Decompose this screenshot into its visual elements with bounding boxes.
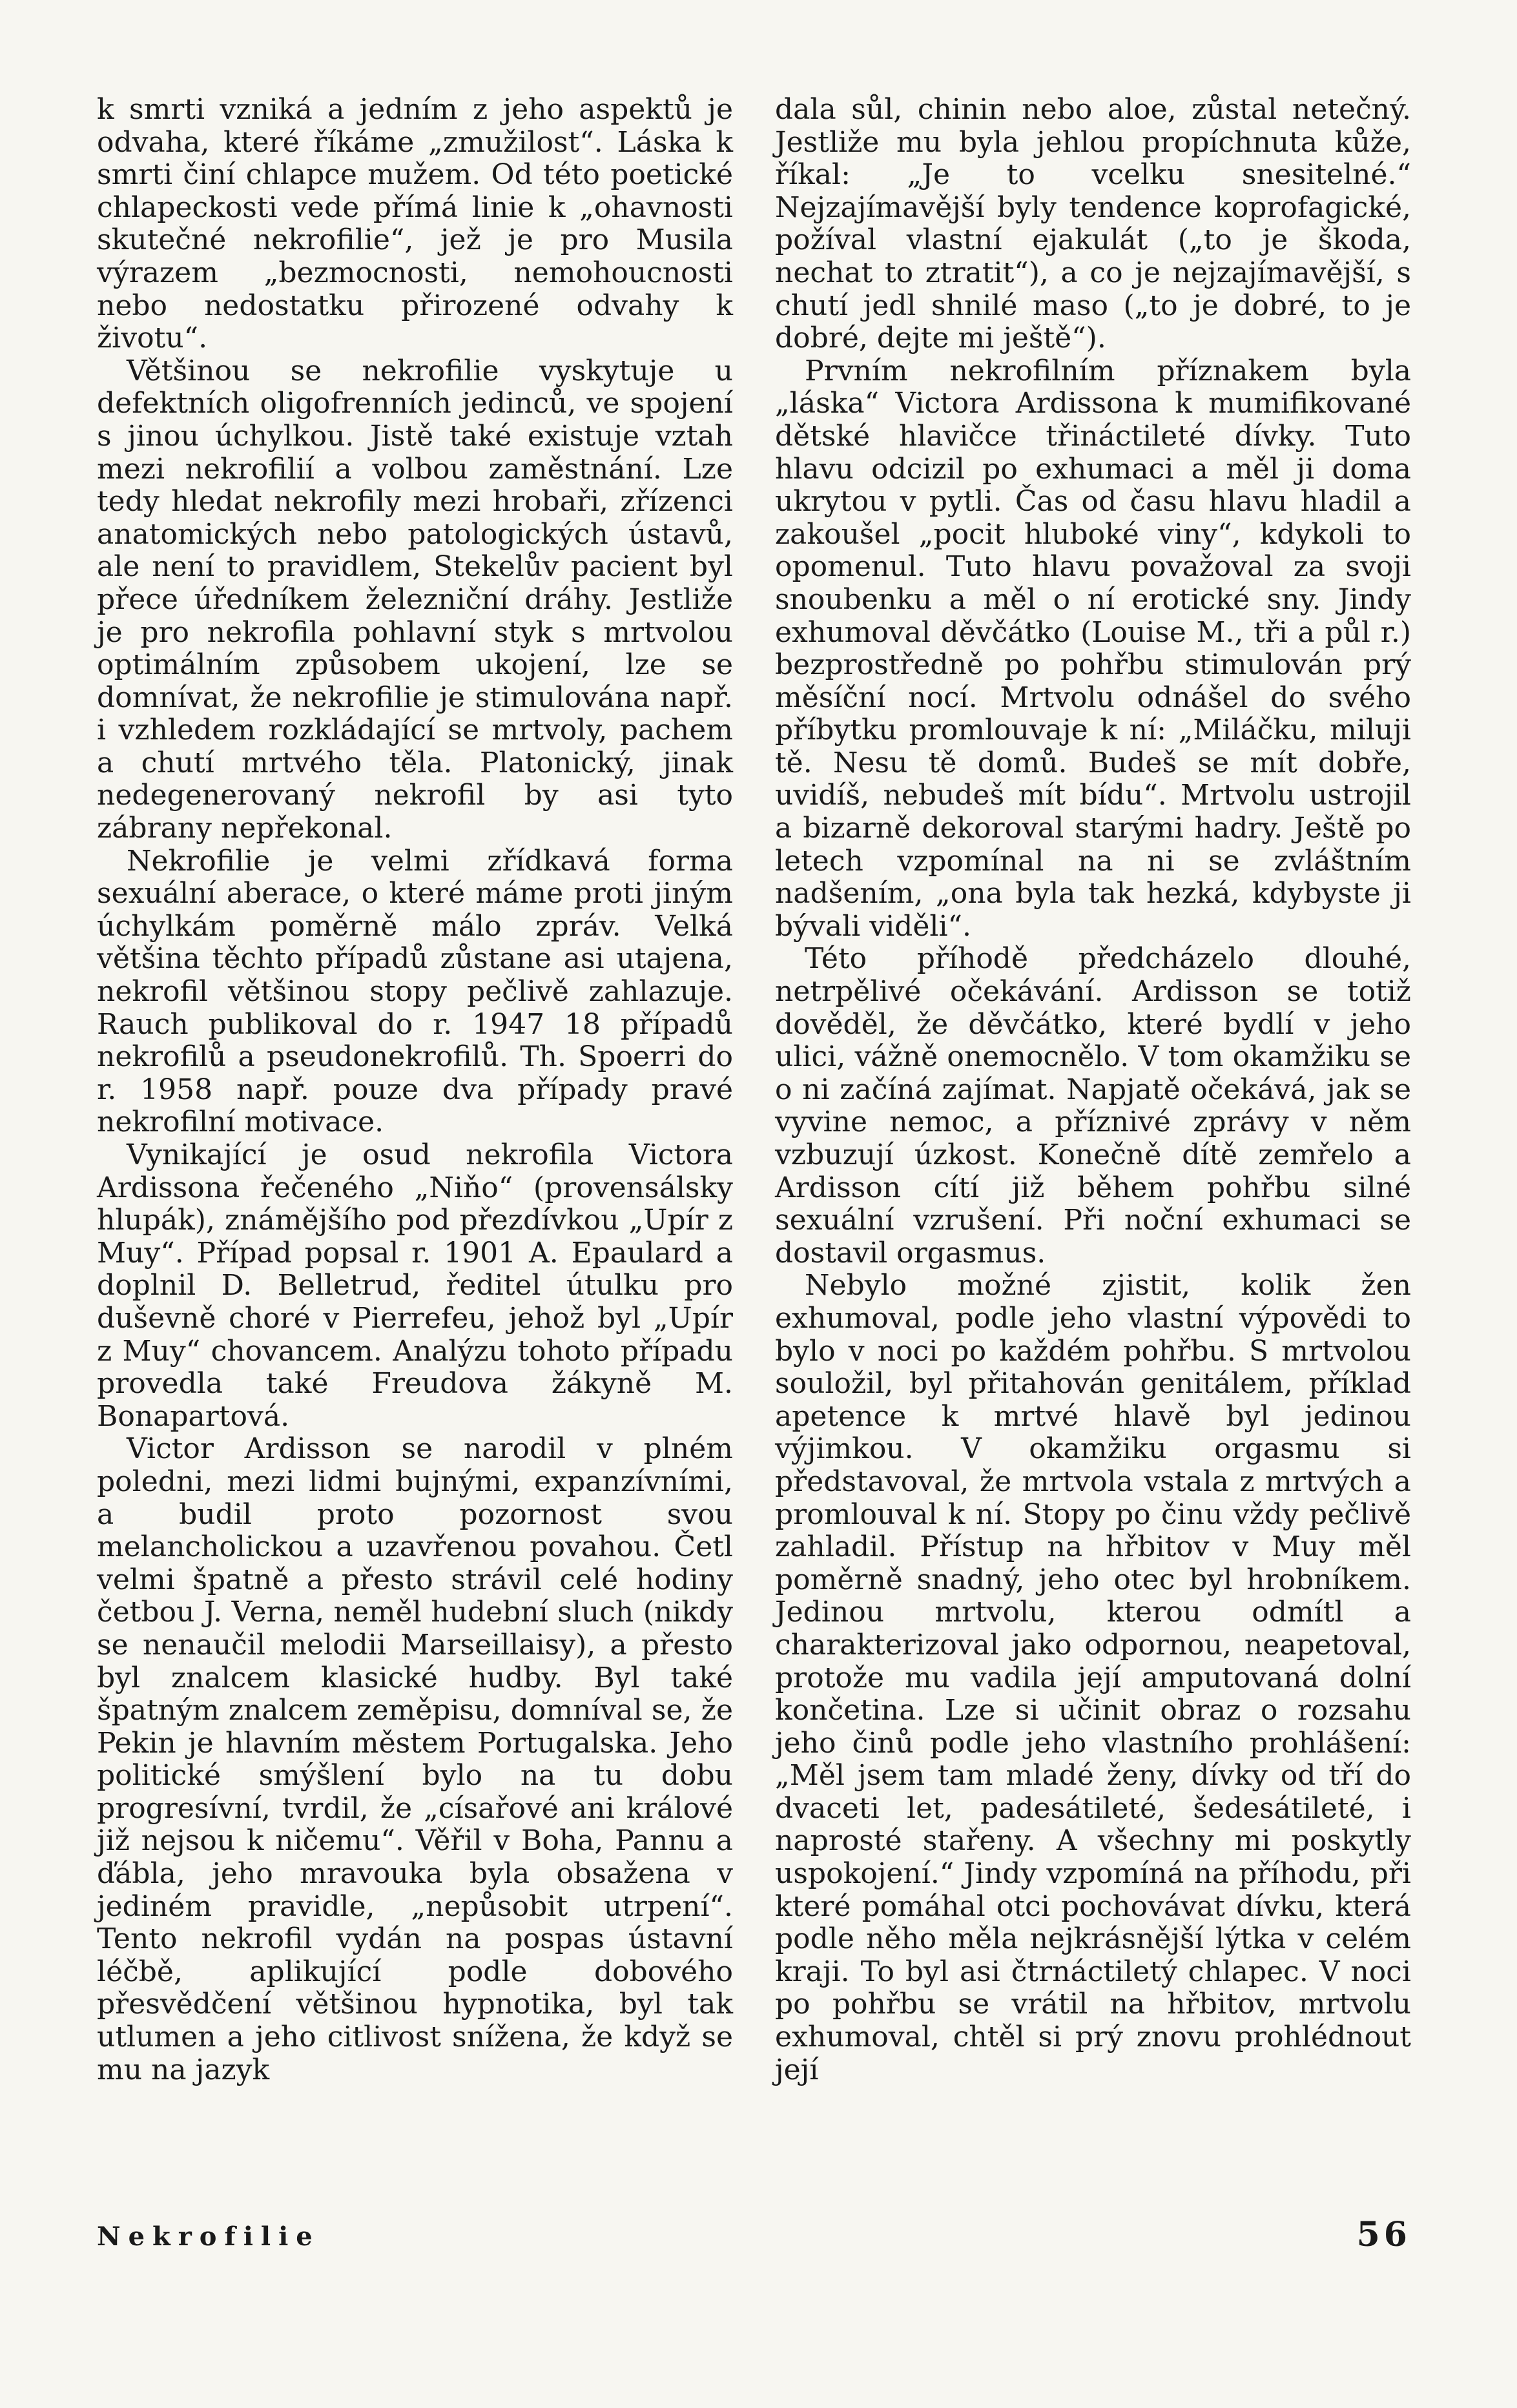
paragraph: Většinou se nekrofilie vyskytuje u defektních oligofrenních jedinců, ve spojení s jinou úchylkou. Jistě také existuje vztah mezi nekrofilií a volbou zaměstnání. Lze tedy hledat nekrofily mezi hrobaři, zřízenci anatomických nebo patologických ústavů, ale není to pravidlem, Stekelův pacient byl přece úředníkem železniční dráhy. Jestliže je pro nekrofila pohlavní styk s mrtvolou optimálním způsobem ukojení, lze se domnívat, že nekrofilie je stimulována např. i vzhledem rozkládající se mrtvoly, pachem a chutí mrtvého těla. Platonický, jinak nedegenerovaný nekrofil by asi tyto zábrany nepřekonal. — [97, 354, 733, 845]
right-text-column — [775, 94, 1411, 2086]
paragraph: Prvním nekrofilním příznakem byla „láska“ Victora Ardissona k mumifikované dětské hlavičce třináctileté dívky. Tuto hlavu odcizil po exhumaci a měl ji doma ukrytou v pytli. Čas od času hlavu hladil a zakoušel „pocit hluboké viny“, kdykoli to opomenul. Tuto hlavu považoval za svoji snoubenku a měl o ní erotické sny. Jindy exhumoval děvčátko (Louise M., tři a půl r.) bezprostředně po pohřbu stimulován prý měsíční nocí. Mrtvolu odnášel do svého příbytku promlouvaje k ní: „Miláčku, miluji tě. Nesu tě domů. Budeš se mít dobře, uvidíš, nebudeš mít bídu“. Mrtvolu ustrojil a bizarně dekoroval starými hadry. Ještě po letech vzpomínal na ni se zvláštním nadšením, „ona byla tak hezká, kdybyste ji bývali viděli“. — [775, 354, 1411, 943]
page-footer — [97, 2215, 1411, 2260]
left-text-column — [97, 94, 733, 2086]
paragraph: Victor Ardisson se narodil v plném poledni, mezi lidmi bujnými, expanzívními, a budil proto pozornost svou melancholickou a uzavřenou povahou. Četl velmi špatně a přesto strávil celé hodiny četbou J. Verna, neměl hudební sluch (nikdy se nenaučil melodii Marseillaisy), a přesto byl znalcem klasické hudby. Byl také špatným znalcem zeměpisu, domníval se, že Pekin je hlavním městem Portugalska. Jeho politické smýšlení bylo na tu dobu progresívní, tvrdil, že „císařové ani králové již nejsou k ničemu“. Věřil v Boha, Pannu a ďábla, jeho mravouka byla obsažena v jediném pravidle, „nepůsobit utrpení“. Tento nekrofil vydán na pospas ústavní léčbě, aplikující podle dobového přesvědčení většinou hypnotika, byl tak utlumen a jeho citlivost snížena, že když se mu na jazyk — [97, 1432, 733, 2086]
paragraph: dala sůl, chinin nebo aloe, zůstal netečný. Jestliže mu byla jehlou propíchnuta kůže, říkal: „Je to vcelku snesitelné.“ Nejzajímavější byly tendence koprofagické, požíval vlastní ejakulát („to je škoda, nechat to ztratit“), a co je nejzajímavější, s chutí jedl shnilé maso („to je dobré, to je dobré, dejte mi ještě“). — [775, 93, 1411, 355]
paragraph: k smrti vzniká a jedním z jeho aspektů je odvaha, které říkáme „zmužilost“. Láska k smrti činí chlapce mužem. Od této poetické chlapeckosti vede přímá linie k „ohavnosti skutečné nekrofilie“, jež je pro Musila výrazem „bezmocnosti, nemohoucnosti nebo nedostatku přirozené odvahy k životu“. — [97, 93, 733, 355]
paragraph: Nekrofilie je velmi zřídkavá forma sexuální aberace, o které máme proti jiným úchylkám poměrně málo zpráv. Velká většina těchto případů zůstane asi utajena, nekrofil většinou stopy pečlivě zahlazuje. Rauch publikoval do r. 1947 18 případů nekrofilů a pseudonekrofilů. Th. Spoerri do r. 1958 např. pouze dva případy pravé nekrofilní motivace. — [97, 844, 733, 1139]
paragraph: Vynikající je osud nekrofila Victora Ardissona řečeného „Niňo“ (provensálsky hlupák), známějšího pod přezdívkou „Upír z Muy“. Případ popsal r. 1901 A. Epaulard a doplnil D. Belletrud, ředitel útulku pro duševně choré v Pierrefeu, jehož byl „Upír z Muy“ chovancem. Analýzu tohoto případu provedla také Freudova žákyně M. Bonapartová. — [97, 1138, 733, 1433]
paragraph: Této příhodě předcházelo dlouhé, netrpělivé očekávání. Ardisson se totiž dověděl, že děvčátko, které bydlí v jeho ulici, vážně onemocnělo. V tom okamžiku se o ni začíná zajímat. Napjatě očekává, jak se vyvine nemoc, a příznivé zprávy v něm vzbuzují úzkost. Konečně dítě zemřelo a Ardisson cítí již během pohřbu silné sexuální vzrušení. Při noční exhumaci se dostavil orgasmus. — [775, 942, 1411, 1270]
page-number: 56 — [1356, 2215, 1411, 2254]
paragraph: Nebylo možné zjistit, kolik žen exhumoval, podle jeho vlastní výpovědi to bylo v noci po každém pohřbu. S mrtvolou souložil, byl přitahován genitálem, příklad apetence k mrtvé hlavě byl jedinou výjimkou. V okamžiku orgasmu si představoval, že mrtvola vstala z mrtvých a promlouval k ní. Stopy po činu vždy pečlivě zahladil. Přístup na hřbitov v Muy měl poměrně snadný, jeho otec byl hrobníkem. Jedinou mrtvolu, kterou odmítl a charakterizoval jako odpornou, neapetoval, protože mu vadila její amputovaná dolní končetina. Lze si učinit obraz o rozsahu jeho činů podle jeho vlastního prohlášení: „Měl jsem tam mladé ženy, dívky od tří do dvaceti let, padesátileté, šedesátileté, i naprosté stařeny. A všechny mi poskytly uspokojení.“ Jindy vzpomíná na příhodu, při které pomáhal otci pochovávat dívku, která podle něho měla nejkrásnější lýtka v celém kraji. To byl asi čtrnáctiletý chlapec. V noci po pohřbu se vrátil na hřbitov, mrtvolu exhumoval, chtěl si prý znovu prohlédnout její — [775, 1269, 1411, 2086]
running-title: Nekrofilie — [97, 2221, 320, 2252]
